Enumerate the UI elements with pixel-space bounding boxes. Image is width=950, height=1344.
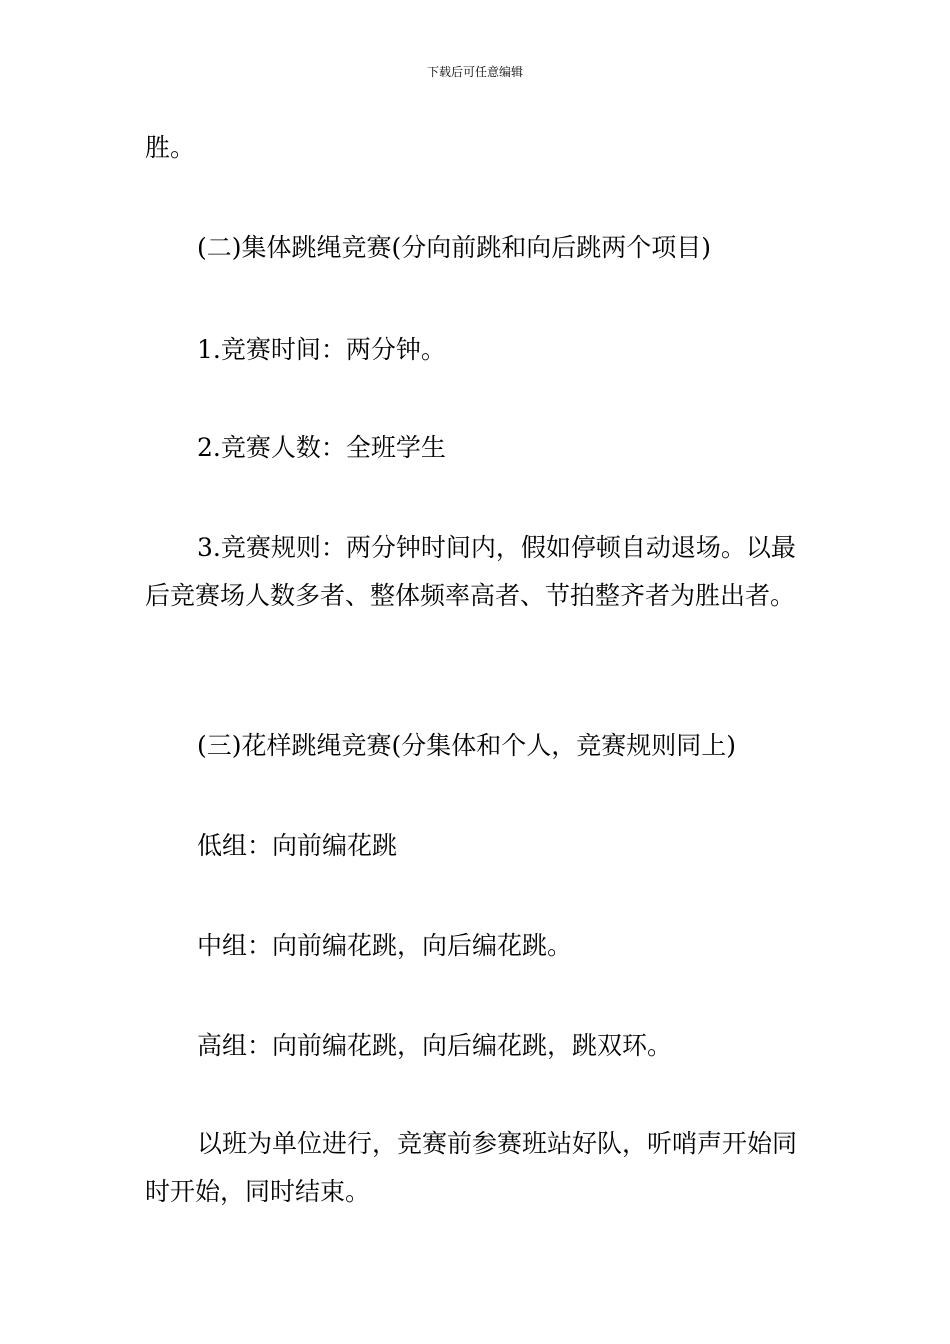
group-low: 低组：向前编花跳 xyxy=(197,831,398,860)
group-middle: 中组：向前编花跳，向后编花跳。 xyxy=(197,931,573,960)
paragraph-continuation: 胜。 xyxy=(145,133,196,162)
list-item-time: 1.竞赛时间：两分钟。 xyxy=(197,335,446,364)
list-item-participants: 2.竞赛人数：全班学生 xyxy=(197,433,446,462)
section-heading-fancy-rope: (三)花样跳绳竞赛(分集体和个人，竞赛规则同上) xyxy=(197,731,737,760)
section-heading-group-rope: (二)集体跳绳竞赛(分向前跳和向后跳两个项目) xyxy=(197,233,712,262)
paragraph-organization: 以班为单位进行，竞赛前参赛班站好队，听哨声开始同时开始，同时结束。 xyxy=(145,1129,798,1206)
list-item-rules: 3.竞赛规则：两分钟时间内，假如停顿自动退场。以最后竞赛场人数多者、整体频率高者、节拍整齐者为胜出者。 xyxy=(145,533,796,610)
group-high: 高组：向前编花跳，向后编花跳，跳双环。 xyxy=(197,1031,673,1060)
page-header: 下载后可任意编辑 xyxy=(426,65,523,79)
